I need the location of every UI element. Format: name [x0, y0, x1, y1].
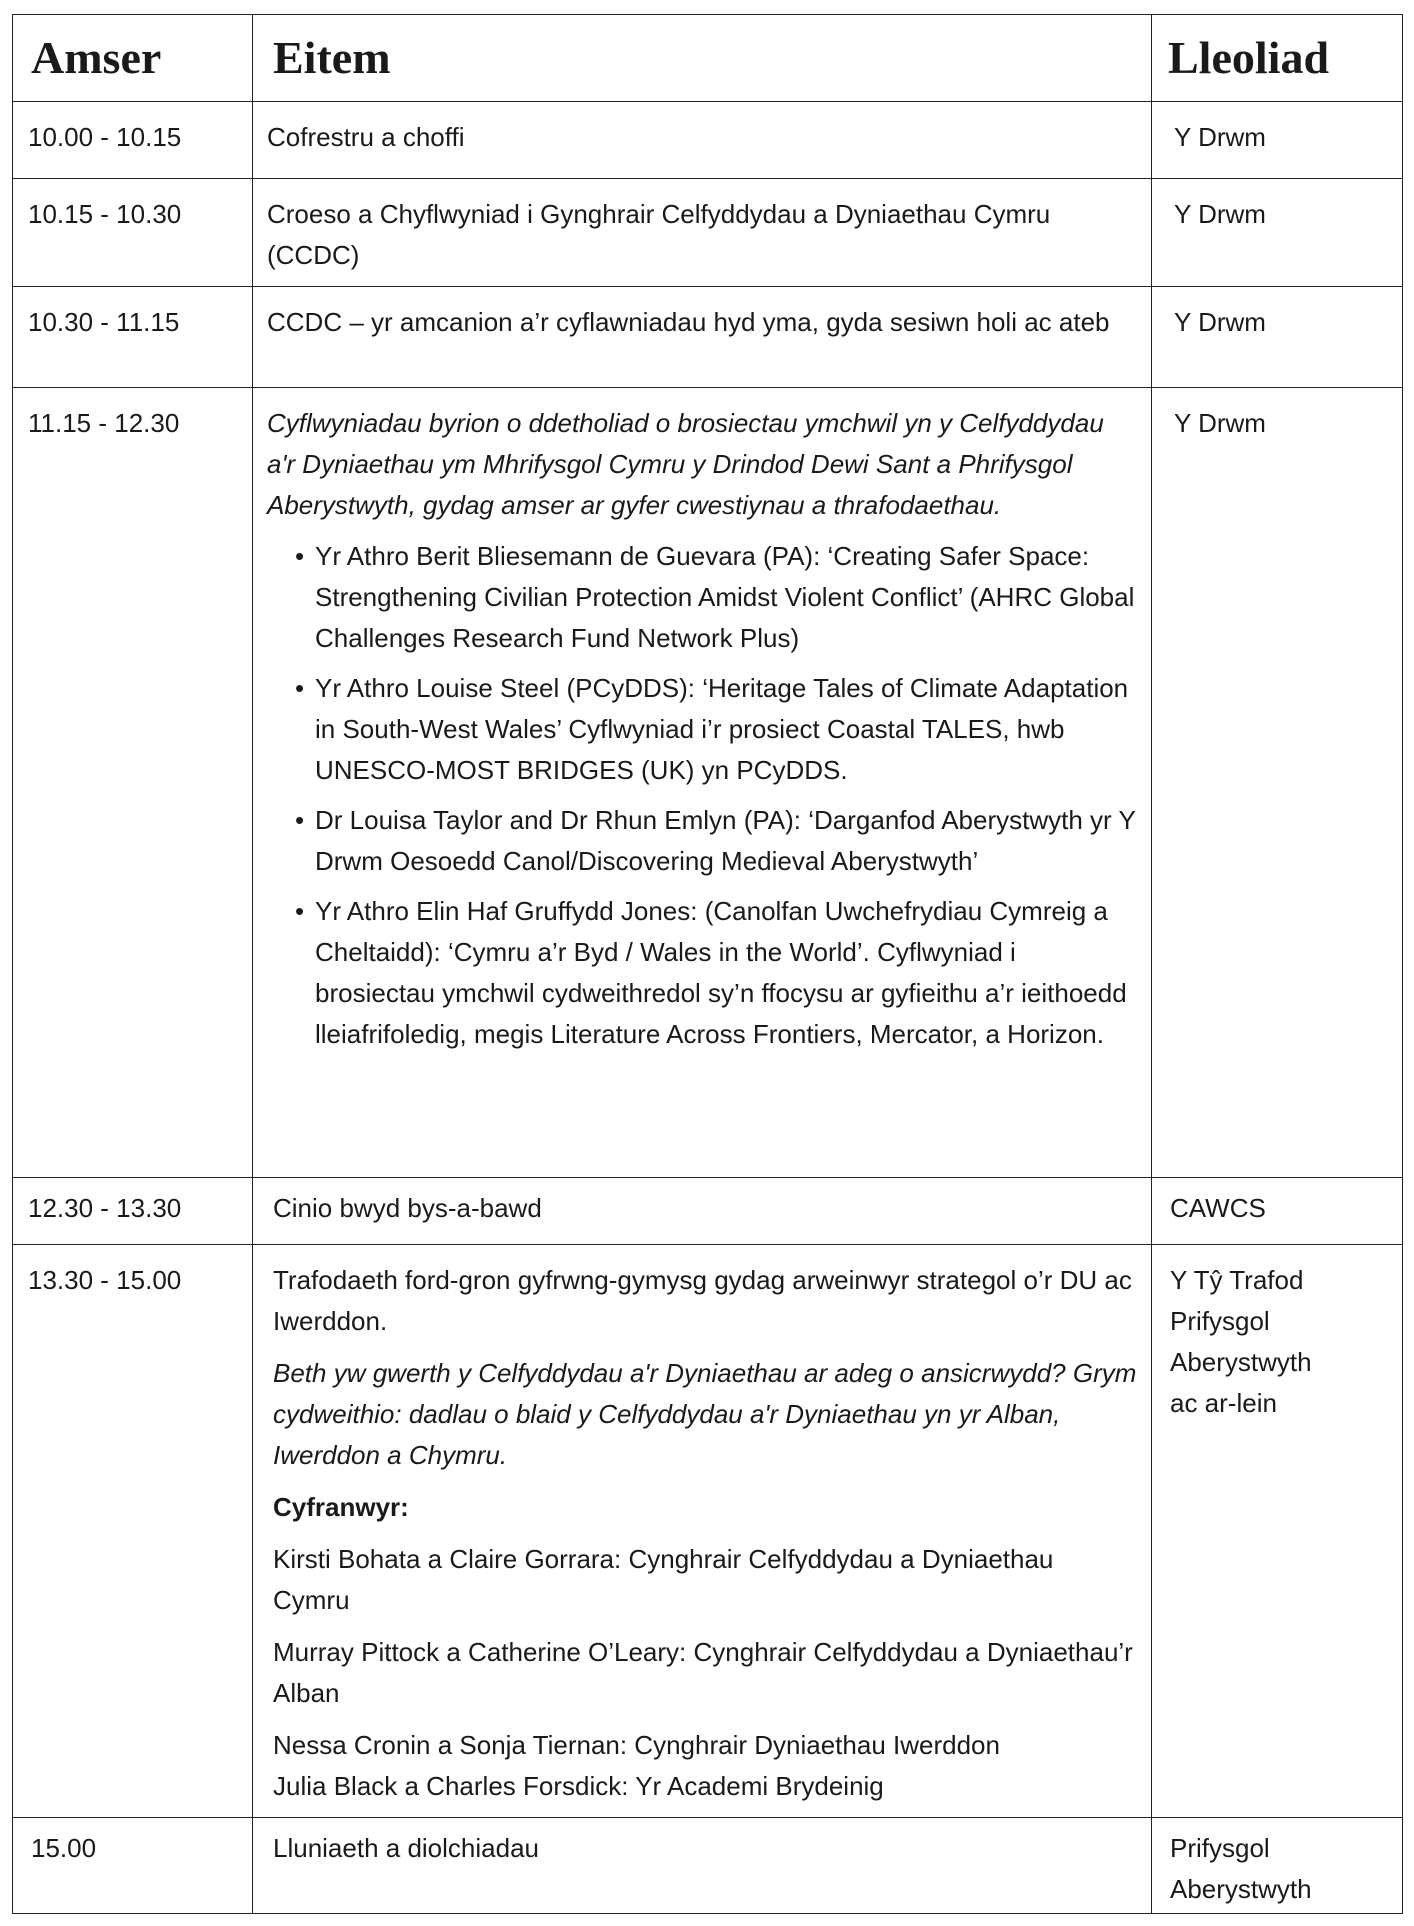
time-text: 10.15 - 10.30 [28, 199, 182, 229]
presentation-list [267, 536, 1137, 1055]
table-row [13, 179, 1403, 287]
item-cell [253, 1178, 1152, 1245]
location-text: Y Drwm [1174, 122, 1266, 152]
time-text: 15.00 [31, 1833, 97, 1863]
item-cell [253, 179, 1152, 287]
time-cell [13, 1818, 253, 1914]
item-cell [253, 287, 1152, 388]
time-cell [13, 102, 253, 179]
location-cell [1152, 388, 1403, 1178]
time-cell [13, 179, 253, 287]
time-text: 10.30 - 11.15 [28, 307, 180, 337]
list-item: • Yr Athro Elin Haf Gruffydd Jones: (Canolfan Uwchefrydiau Cymreig a Cheltaidd): ‘Cymru a’r Byd / Wales in the World’. Cyflwyniad i brosiectau ymchwil cydweithredol sy’n ffocysu ar gyfieithu a’r ieithoedd lleiafrifoledig, megis Literature Across Frontiers, Mercator, a Horizon. [295, 896, 1127, 1049]
item-cell [253, 1818, 1152, 1914]
time-text: 10.00 - 10.15 [28, 122, 182, 152]
roundtable-title: Trafodaeth ford-gron gyfrwng-gymysg gydag arweinwyr strategol o’r DU ac Iwerddon. [273, 1265, 1132, 1336]
roundtable-question: Beth yw gwerth y Celfyddydau a'r Dyniaethau ar adeg o ansicrwydd? Grym cydweithio: dadlau o blaid y Celfyddydau a'r Dyniaethau yn yr Alban, Iwerddon a Chymru. [273, 1358, 1137, 1470]
location-cell [1152, 1245, 1403, 1818]
location-text: Y Drwm [1174, 408, 1266, 438]
list-item: • Dr Louisa Taylor and Dr Rhun Emlyn (PA): ‘Darganfod Aberystwyth yr Y Drwm Oesoedd Canol/Discovering Medieval Aberystwyth’ [295, 805, 1136, 876]
table-row [13, 102, 1403, 179]
item-cell [253, 1245, 1152, 1818]
time-text: 12.30 - 13.30 [28, 1193, 182, 1223]
list-item: • Yr Athro Berit Bliesemann de Guevara (PA): ‘Creating Safer Space: Strengthening Civilian Protection Amidst Violent Conflict’ (AHRC Global Challenges Research Fund Network Plus) [295, 541, 1135, 653]
table-row [13, 1818, 1403, 1914]
table-row [13, 1245, 1403, 1818]
item-text: Cofrestru a choffi [267, 122, 465, 152]
location-cell [1152, 1818, 1403, 1914]
contributor-line: Nessa Cronin a Sonja Tiernan: Cynghrair Dyniaethau Iwerddon [273, 1730, 1000, 1760]
list-item: • Yr Athro Louise Steel (PCyDDS): ‘Heritage Tales of Climate Adaptation in South-West Wales’ Cyflwyniad i’r prosiect Coastal TALES, hwb UNESCO-MOST BRIDGES (UK) yn PCyDDS. [295, 673, 1129, 785]
location-cell [1152, 1178, 1403, 1245]
location-text: Prifysgol Aberystwyth [1170, 1833, 1312, 1904]
location-cell [1152, 179, 1403, 287]
agenda-table [12, 14, 1403, 1914]
contributors-label: Cyfranwyr: [273, 1492, 409, 1522]
time-cell [13, 287, 253, 388]
location-text: Y Drwm [1174, 199, 1266, 229]
location-cell [1152, 102, 1403, 179]
location-text: Y Tŷ Trafod Prifysgol Aberystwyth ac ar-lein [1170, 1265, 1312, 1418]
item-text: Croeso a Chyflwyniad i Gynghrair Celfyddydau a Dyniaethau Cymru (CCDC) [267, 199, 1051, 270]
location-cell [1152, 287, 1403, 388]
item-text: CCDC – yr amcanion a’r cyflawniadau hyd yma, gyda sesiwn holi ac ateb [267, 307, 1110, 337]
table-row [13, 1178, 1403, 1245]
time-cell [13, 388, 253, 1178]
item-text: Cinio bwyd bys-a-bawd [273, 1193, 542, 1223]
contributor-line: Kirsti Bohata a Claire Gorrara: Cynghrair Celfyddydau a Dyniaethau Cymru [273, 1544, 1054, 1615]
column-header-time: Amser [13, 15, 253, 102]
table-row [13, 287, 1403, 388]
column-header-item: Eitem [253, 15, 1152, 102]
item-text: Lluniaeth a diolchiadau [273, 1833, 539, 1863]
time-text: 11.15 - 12.30 [28, 408, 180, 438]
item-cell [253, 388, 1152, 1178]
contributor-line: Julia Black a Charles Forsdick: Yr Academi Brydeinig [273, 1771, 884, 1801]
location-text: CAWCS [1170, 1193, 1266, 1223]
location-text: Y Drwm [1174, 307, 1266, 337]
session-intro: Cyflwyniadau byrion o ddetholiad o brosiectau ymchwil yn y Celfyddydau a'r Dyniaethau ym Mhrifysgol Cymru y Drindod Dewi Sant a Phrifysgol Aberystwyth, gydag amser ar gyfer cwestiynau a thrafodaethau. [267, 408, 1104, 520]
item-cell [253, 102, 1152, 179]
column-header-location: Lleoliad [1152, 15, 1403, 102]
table-header-row [13, 15, 1403, 102]
table-row [13, 388, 1403, 1178]
time-cell [13, 1178, 253, 1245]
time-cell [13, 1245, 253, 1818]
time-text: 13.30 - 15.00 [28, 1265, 182, 1295]
contributor-line: Murray Pittock a Catherine O’Leary: Cynghrair Celfyddydau a Dyniaethau’r Alban [273, 1637, 1133, 1708]
